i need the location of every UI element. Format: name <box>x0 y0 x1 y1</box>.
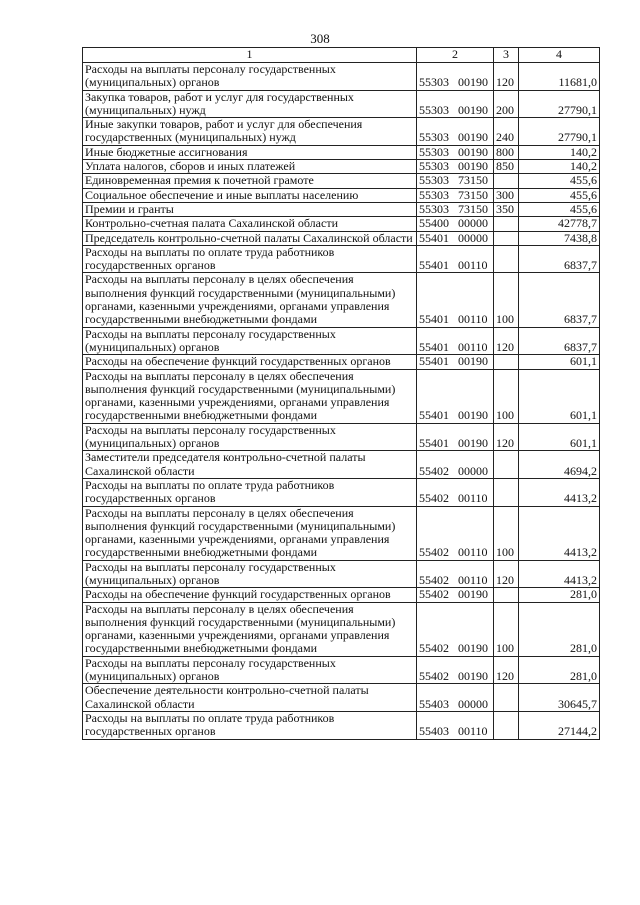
row-amount: 601,1 <box>519 355 600 369</box>
row-expense-type: 850 <box>494 160 519 174</box>
row-code <box>417 369 494 423</box>
row-code <box>417 602 494 656</box>
row-name: Социальное обеспечение и иные выплаты населению <box>83 188 417 202</box>
row-code-section: 55303 <box>419 173 449 188</box>
row-code-item: 00190 <box>458 130 488 145</box>
table-row <box>83 63 600 91</box>
row-code-item: 73150 <box>458 173 488 188</box>
row-code-section: 55400 <box>419 216 449 231</box>
row-code <box>417 355 494 369</box>
row-code-item: 00000 <box>458 230 488 245</box>
row-amount: 7438,8 <box>519 231 600 245</box>
row-code-item: 00110 <box>458 258 488 273</box>
row-code <box>417 327 494 355</box>
row-code-section: 55403 <box>419 724 449 739</box>
row-expense-type: 800 <box>494 145 519 159</box>
row-expense-type <box>494 231 519 245</box>
row-code-section: 55303 <box>419 75 449 90</box>
row-amount: 455,6 <box>519 174 600 188</box>
row-name: Контрольно-счетная палата Сахалинской области <box>83 217 417 231</box>
row-code-section: 55401 <box>419 408 449 423</box>
row-code-section: 55403 <box>419 696 449 711</box>
row-expense-type <box>494 217 519 231</box>
row-code-item: 00110 <box>458 312 488 327</box>
table-row <box>83 684 600 712</box>
table-row <box>83 217 600 231</box>
row-code-item: 00190 <box>458 408 488 423</box>
row-amount: 6837,7 <box>519 327 600 355</box>
table-row <box>83 355 600 369</box>
row-code-section: 55303 <box>419 144 449 159</box>
row-expense-type: 350 <box>494 202 519 216</box>
row-code-section: 55303 <box>419 187 449 202</box>
row-code-item: 00190 <box>458 436 488 451</box>
column-header-code: 2 <box>417 48 494 63</box>
row-amount: 4413,2 <box>519 506 600 560</box>
table-row <box>83 273 600 327</box>
table-row <box>83 560 600 588</box>
row-code-item: 00110 <box>458 339 488 354</box>
table-row <box>83 327 600 355</box>
table-row <box>83 602 600 656</box>
row-name: Обеспечение деятельности контрольно-счетной палаты Сахалинской области <box>83 684 417 712</box>
row-name: Расходы на обеспечение функций государственных органов <box>83 355 417 369</box>
row-code-item: 00110 <box>458 724 488 739</box>
row-expense-type: 300 <box>494 188 519 202</box>
row-amount: 281,0 <box>519 588 600 602</box>
table-row <box>83 656 600 684</box>
row-code-item: 00000 <box>458 463 488 478</box>
row-amount: 27790,1 <box>519 118 600 146</box>
row-name: Расходы на выплаты персоналу государственных (муниципальных) органов <box>83 656 417 684</box>
row-name: Расходы на выплаты персоналу в целях обеспечения выполнения функций государственными (муниципальными) органами, казенными учреждениями, органами управления государственными внебюджетными фондами <box>83 369 417 423</box>
row-expense-type: 120 <box>494 423 519 451</box>
row-code <box>417 202 494 216</box>
row-expense-type <box>494 588 519 602</box>
row-amount: 4413,2 <box>519 560 600 588</box>
row-code-item: 00110 <box>458 491 488 506</box>
row-name: Расходы на выплаты персоналу в целях обеспечения выполнения функций государственными (муниципальными) органами, казенными учреждениями, органами управления государственными внебюджетными фондами <box>83 602 417 656</box>
table-row <box>83 506 600 560</box>
row-name: Расходы на выплаты по оплате труда работников государственных органов <box>83 245 417 273</box>
column-header-name: 1 <box>83 48 417 63</box>
table-row <box>83 588 600 602</box>
row-name: Закупка товаров, работ и услуг для государственных (муниципальных) нужд <box>83 90 417 118</box>
row-name: Председатель контрольно-счетной палаты Сахалинской области <box>83 231 417 245</box>
row-amount: 140,2 <box>519 145 600 159</box>
row-code <box>417 160 494 174</box>
row-code <box>417 478 494 506</box>
row-name: Расходы на обеспечение функций государственных органов <box>83 588 417 602</box>
row-name: Расходы на выплаты персоналу государственных (муниципальных) органов <box>83 423 417 451</box>
row-code-item: 73150 <box>458 201 488 216</box>
row-amount: 601,1 <box>519 423 600 451</box>
row-expense-type: 200 <box>494 90 519 118</box>
row-name: Премии и гранты <box>83 202 417 216</box>
row-code-item: 00190 <box>458 641 488 656</box>
table-row <box>83 90 600 118</box>
table-row <box>83 188 600 202</box>
row-amount: 27144,2 <box>519 711 600 739</box>
row-amount: 4413,2 <box>519 478 600 506</box>
row-name: Иные бюджетные ассигнования <box>83 145 417 159</box>
row-code <box>417 118 494 146</box>
row-code-section: 55401 <box>419 354 449 369</box>
row-expense-type <box>494 355 519 369</box>
row-amount: 27790,1 <box>519 90 600 118</box>
row-expense-type <box>494 245 519 273</box>
table-row <box>83 202 600 216</box>
row-code-section: 55402 <box>419 545 449 560</box>
row-code-item: 00190 <box>458 144 488 159</box>
row-amount: 11681,0 <box>519 63 600 91</box>
row-expense-type: 100 <box>494 506 519 560</box>
row-code <box>417 506 494 560</box>
row-code <box>417 63 494 91</box>
row-expense-type: 120 <box>494 63 519 91</box>
row-code-section: 55303 <box>419 102 449 117</box>
row-expense-type <box>494 684 519 712</box>
table-row <box>83 118 600 146</box>
row-code-item: 00110 <box>458 572 488 587</box>
column-header-type: 3 <box>494 48 519 63</box>
row-expense-type: 100 <box>494 273 519 327</box>
row-code-section: 55401 <box>419 230 449 245</box>
row-code-section: 55402 <box>419 641 449 656</box>
row-code-item: 00000 <box>458 216 488 231</box>
table-row <box>83 423 600 451</box>
row-amount: 42778,7 <box>519 217 600 231</box>
row-code-section: 55402 <box>419 463 449 478</box>
row-code-item: 00190 <box>458 587 488 602</box>
table-row <box>83 145 600 159</box>
table-row <box>83 245 600 273</box>
column-header-amount: 4 <box>519 48 600 63</box>
table-row <box>83 711 600 739</box>
row-code <box>417 684 494 712</box>
row-name: Уплата налогов, сборов и иных платежей <box>83 160 417 174</box>
row-code <box>417 174 494 188</box>
row-amount: 281,0 <box>519 602 600 656</box>
row-name: Расходы на выплаты персоналу государственных (муниципальных) органов <box>83 327 417 355</box>
row-code-item: 00190 <box>458 102 488 117</box>
row-code-item: 00190 <box>458 669 488 684</box>
table-row <box>83 160 600 174</box>
row-amount: 455,6 <box>519 202 600 216</box>
row-code <box>417 90 494 118</box>
row-code-section: 55402 <box>419 587 449 602</box>
row-expense-type <box>494 478 519 506</box>
row-code <box>417 588 494 602</box>
table-row <box>83 231 600 245</box>
table-body <box>83 63 600 740</box>
row-expense-type: 120 <box>494 560 519 588</box>
row-expense-type <box>494 174 519 188</box>
row-amount: 281,0 <box>519 656 600 684</box>
row-code <box>417 188 494 202</box>
row-name: Заместители председателя контрольно-счетной палаты Сахалинской области <box>83 451 417 479</box>
table-row <box>83 369 600 423</box>
row-name: Расходы на выплаты по оплате труда работников государственных органов <box>83 478 417 506</box>
row-code-section: 55401 <box>419 436 449 451</box>
row-code <box>417 451 494 479</box>
row-code-section: 55402 <box>419 669 449 684</box>
budget-table <box>82 47 600 740</box>
table-row <box>83 174 600 188</box>
header-row <box>83 48 600 63</box>
row-code <box>417 145 494 159</box>
row-amount: 30645,7 <box>519 684 600 712</box>
row-expense-type: 100 <box>494 369 519 423</box>
row-code-item: 00000 <box>458 696 488 711</box>
row-code <box>417 423 494 451</box>
row-code-item: 73150 <box>458 187 488 202</box>
row-code-section: 55401 <box>419 258 449 273</box>
row-code-section: 55303 <box>419 130 449 145</box>
row-expense-type: 240 <box>494 118 519 146</box>
row-code-section: 55303 <box>419 201 449 216</box>
row-expense-type: 100 <box>494 602 519 656</box>
row-code-item: 00190 <box>458 354 488 369</box>
row-code <box>417 273 494 327</box>
row-amount: 6837,7 <box>519 273 600 327</box>
row-code <box>417 711 494 739</box>
row-code-section: 55401 <box>419 339 449 354</box>
row-code <box>417 231 494 245</box>
row-name: Расходы на выплаты персоналу государственных (муниципальных) органов <box>83 63 417 91</box>
row-amount: 455,6 <box>519 188 600 202</box>
row-name: Расходы на выплаты персоналу в целях обеспечения выполнения функций государственными (муниципальными) органами, казенными учреждениями, органами управления государственными внебюджетными фондами <box>83 506 417 560</box>
table-row <box>83 451 600 479</box>
row-code-item: 00110 <box>458 545 488 560</box>
row-code <box>417 656 494 684</box>
row-expense-type: 120 <box>494 656 519 684</box>
row-code-section: 55402 <box>419 572 449 587</box>
row-code-item: 00190 <box>458 159 488 174</box>
row-name: Расходы на выплаты персоналу в целях обеспечения выполнения функций государственными (муниципальными) органами, казенными учреждениями, органами управления государственными внебюджетными фондами <box>83 273 417 327</box>
row-name: Расходы на выплаты по оплате труда работников государственных органов <box>83 711 417 739</box>
row-name: Расходы на выплаты персоналу государственных (муниципальных) органов <box>83 560 417 588</box>
row-code-item: 00190 <box>458 75 488 90</box>
row-code-section: 55402 <box>419 491 449 506</box>
page-number: 308 <box>310 31 330 46</box>
row-code <box>417 560 494 588</box>
row-amount: 6837,7 <box>519 245 600 273</box>
row-code <box>417 245 494 273</box>
row-code <box>417 217 494 231</box>
row-code-section: 55401 <box>419 312 449 327</box>
row-expense-type <box>494 451 519 479</box>
row-code-section: 55303 <box>419 159 449 174</box>
row-amount: 4694,2 <box>519 451 600 479</box>
row-expense-type: 120 <box>494 327 519 355</box>
row-amount: 601,1 <box>519 369 600 423</box>
row-amount: 140,2 <box>519 160 600 174</box>
table-row <box>83 478 600 506</box>
row-expense-type <box>494 711 519 739</box>
row-name: Иные закупки товаров, работ и услуг для обеспечения государственных (муниципальных) нужд <box>83 118 417 146</box>
row-name: Единовременная премия к почетной грамоте <box>83 174 417 188</box>
